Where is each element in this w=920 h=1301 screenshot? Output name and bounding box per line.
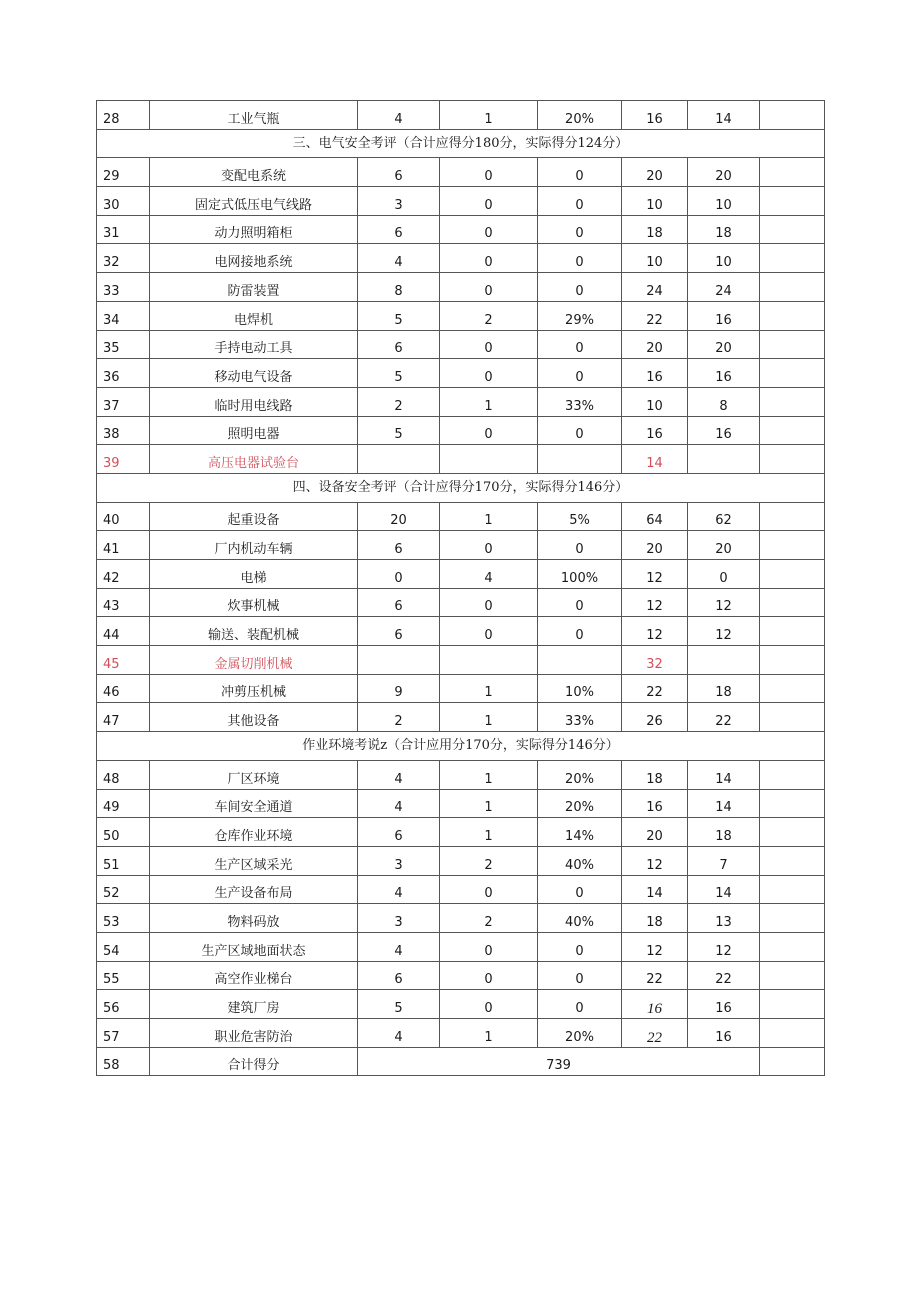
item-name: 移动电气设备: [150, 359, 358, 388]
row-number: 58: [97, 1047, 150, 1076]
value-col-6: [760, 617, 825, 646]
value-col-1: 5: [358, 416, 440, 445]
value-col-4: 16: [622, 990, 688, 1019]
value-col-1: 6: [358, 330, 440, 359]
table-row: [97, 932, 825, 961]
value-col-1: 6: [358, 158, 440, 187]
section-header-row: [97, 732, 825, 761]
table-row: [97, 330, 825, 359]
row-number: 37: [97, 387, 150, 416]
item-name: 生产区域地面状态: [150, 932, 358, 961]
value-col-6: [760, 961, 825, 990]
value-col-4: 20: [622, 158, 688, 187]
table-row: [97, 359, 825, 388]
value-col-3: 0: [538, 187, 622, 216]
value-col-5: 12: [688, 932, 760, 961]
value-col-1: 4: [358, 760, 440, 789]
row-number: 30: [97, 187, 150, 216]
value-col-2: 0: [440, 588, 538, 617]
table-row: [97, 445, 825, 474]
item-name: 临时用电线路: [150, 387, 358, 416]
value-col-1: [358, 646, 440, 675]
value-col-2: 0: [440, 990, 538, 1019]
value-col-2: 4: [440, 560, 538, 589]
table-row: [97, 158, 825, 187]
item-name: 高压电器试验台: [150, 445, 358, 474]
value-col-4: 12: [622, 588, 688, 617]
value-col-6: [760, 244, 825, 273]
value-col-6: [760, 1019, 825, 1048]
value-col-3: 20%: [538, 760, 622, 789]
value-col-1: 20: [358, 502, 440, 531]
value-col-2: 0: [440, 158, 538, 187]
value-col-1: 2: [358, 703, 440, 732]
table-row: [97, 1019, 825, 1048]
value-col-4: 14: [622, 445, 688, 474]
value-col-1: 4: [358, 789, 440, 818]
value-col-5: 16: [688, 301, 760, 330]
value-col-3: 0: [538, 990, 622, 1019]
row-number: 32: [97, 244, 150, 273]
value-col-6: [760, 789, 825, 818]
value-col-5: 18: [688, 674, 760, 703]
item-name: 厂内机动车辆: [150, 531, 358, 560]
item-name: 炊事机械: [150, 588, 358, 617]
value-col-6: [760, 387, 825, 416]
row-number: 28: [97, 101, 150, 130]
value-col-4: 16: [622, 789, 688, 818]
table-row: [97, 273, 825, 302]
value-col-6: [760, 330, 825, 359]
table-row: [97, 244, 825, 273]
row-number: 36: [97, 359, 150, 388]
table-row: [97, 531, 825, 560]
item-name: 变配电系统: [150, 158, 358, 187]
value-col-3: 0: [538, 932, 622, 961]
value-col-5: 12: [688, 588, 760, 617]
item-name: 电网接地系统: [150, 244, 358, 273]
value-col-1: 3: [358, 846, 440, 875]
item-name: 生产设备布局: [150, 875, 358, 904]
value-col-6: [760, 932, 825, 961]
value-col-3: 20%: [538, 789, 622, 818]
item-name: 输送、装配机械: [150, 617, 358, 646]
value-col-3: 33%: [538, 387, 622, 416]
value-col-4: 24: [622, 273, 688, 302]
value-col-2: 1: [440, 674, 538, 703]
value-col-1: 4: [358, 932, 440, 961]
table-row: [97, 588, 825, 617]
value-col-2: 0: [440, 215, 538, 244]
value-col-2: [440, 445, 538, 474]
value-col-4: 12: [622, 932, 688, 961]
value-col-5: [688, 646, 760, 675]
value-col-1: 3: [358, 187, 440, 216]
value-col-4: 26: [622, 703, 688, 732]
table-row: [97, 818, 825, 847]
row-number: 54: [97, 932, 150, 961]
value-col-2: 1: [440, 789, 538, 818]
value-col-2: 1: [440, 101, 538, 130]
value-col-3: [538, 445, 622, 474]
item-name: 物料码放: [150, 904, 358, 933]
table-row: [97, 961, 825, 990]
table-row: [97, 846, 825, 875]
value-col-3: 0: [538, 244, 622, 273]
value-col-2: 0: [440, 244, 538, 273]
row-number: 47: [97, 703, 150, 732]
table-row: [97, 187, 825, 216]
item-name: 车间安全通道: [150, 789, 358, 818]
item-name: 高空作业梯台: [150, 961, 358, 990]
value-col-2: 0: [440, 875, 538, 904]
value-col-4: 16: [622, 359, 688, 388]
value-col-3: 29%: [538, 301, 622, 330]
value-col-5: 18: [688, 215, 760, 244]
value-col-6: [760, 904, 825, 933]
value-col-4: 18: [622, 760, 688, 789]
value-col-3: 5%: [538, 502, 622, 531]
value-col-5: 16: [688, 359, 760, 388]
value-col-4: 14: [622, 875, 688, 904]
value-col-2: [440, 646, 538, 675]
row-number: 43: [97, 588, 150, 617]
value-col-4: 20: [622, 818, 688, 847]
value-col-6: [760, 760, 825, 789]
row-number: 35: [97, 330, 150, 359]
value-col-3: 14%: [538, 818, 622, 847]
row-number: 57: [97, 1019, 150, 1048]
value-col-3: 33%: [538, 703, 622, 732]
value-col-1: 6: [358, 215, 440, 244]
value-col-5: 14: [688, 760, 760, 789]
value-col-1: 6: [358, 617, 440, 646]
value-col-6: [760, 101, 825, 130]
value-col-6: [760, 301, 825, 330]
value-col-3: 0: [538, 359, 622, 388]
value-col-4: 12: [622, 560, 688, 589]
value-col-2: 0: [440, 330, 538, 359]
value-col-2: 2: [440, 301, 538, 330]
value-col-2: 1: [440, 1019, 538, 1048]
row-number: 44: [97, 617, 150, 646]
value-col-1: 9: [358, 674, 440, 703]
item-name: 固定式低压电气线路: [150, 187, 358, 216]
value-col-5: 20: [688, 330, 760, 359]
value-col-1: 6: [358, 961, 440, 990]
value-col-5: 20: [688, 531, 760, 560]
value-col-5: 14: [688, 875, 760, 904]
table-row: [97, 990, 825, 1019]
value-col-6: [760, 215, 825, 244]
item-name: 电焊机: [150, 301, 358, 330]
table-row: [97, 617, 825, 646]
row-number: 34: [97, 301, 150, 330]
value-col-5: 0: [688, 560, 760, 589]
value-col-1: 4: [358, 875, 440, 904]
value-col-5: 16: [688, 990, 760, 1019]
value-col-6: [760, 158, 825, 187]
value-col-4: 18: [622, 904, 688, 933]
row-number: 31: [97, 215, 150, 244]
value-col-3: 20%: [538, 101, 622, 130]
table-row: [97, 789, 825, 818]
value-col-4: 22: [622, 301, 688, 330]
value-col-1: 5: [358, 301, 440, 330]
item-name: 动力照明箱柜: [150, 215, 358, 244]
value-col-5: 24: [688, 273, 760, 302]
value-col-5: 7: [688, 846, 760, 875]
value-col-1: 8: [358, 273, 440, 302]
value-col-5: 16: [688, 416, 760, 445]
value-col-3: 0: [538, 158, 622, 187]
value-col-2: 0: [440, 416, 538, 445]
value-col-6: [760, 445, 825, 474]
value-col-2: 2: [440, 904, 538, 933]
value-col-5: [688, 445, 760, 474]
item-name: 冲剪压机械: [150, 674, 358, 703]
value-col-3: 40%: [538, 846, 622, 875]
row-number: 42: [97, 560, 150, 589]
value-col-2: 1: [440, 703, 538, 732]
value-col-4: 32: [622, 646, 688, 675]
table-row: [97, 760, 825, 789]
table-row: [97, 703, 825, 732]
value-col-6: [760, 990, 825, 1019]
value-col-6: [760, 674, 825, 703]
value-col-1: 6: [358, 588, 440, 617]
value-col-4: 18: [622, 215, 688, 244]
value-col-5: 14: [688, 101, 760, 130]
section-header-row: [97, 129, 825, 158]
row-number: 38: [97, 416, 150, 445]
value-col-3: 10%: [538, 674, 622, 703]
row-number: 52: [97, 875, 150, 904]
table-row: [97, 416, 825, 445]
value-col-1: 3: [358, 904, 440, 933]
total-value: 739: [358, 1047, 760, 1076]
value-col-5: 62: [688, 502, 760, 531]
value-col-2: 0: [440, 273, 538, 302]
value-col-3: 0: [538, 330, 622, 359]
table-row: [97, 674, 825, 703]
table-row: [97, 387, 825, 416]
table-row: [97, 502, 825, 531]
value-col-2: 0: [440, 187, 538, 216]
item-name: 工业气瓶: [150, 101, 358, 130]
value-col-2: 0: [440, 359, 538, 388]
value-col-5: 16: [688, 1019, 760, 1048]
value-col-2: 0: [440, 961, 538, 990]
item-name: 手持电动工具: [150, 330, 358, 359]
value-col-6: [760, 416, 825, 445]
row-number: 55: [97, 961, 150, 990]
value-col-5: 18: [688, 818, 760, 847]
value-col-6: [760, 646, 825, 675]
table-row: [97, 560, 825, 589]
value-col-3: 0: [538, 273, 622, 302]
row-number: 56: [97, 990, 150, 1019]
value-col-1: [358, 445, 440, 474]
value-col-2: 1: [440, 760, 538, 789]
value-col-6: [760, 588, 825, 617]
row-number: 51: [97, 846, 150, 875]
value-col-5: 10: [688, 187, 760, 216]
value-col-5: 14: [688, 789, 760, 818]
total-row: [97, 1047, 825, 1076]
empty-cell: [760, 1047, 825, 1076]
row-number: 39: [97, 445, 150, 474]
item-name: 其他设备: [150, 703, 358, 732]
value-col-5: 22: [688, 703, 760, 732]
item-name: 生产区域采光: [150, 846, 358, 875]
item-name: 电梯: [150, 560, 358, 589]
item-name: 防雷装置: [150, 273, 358, 302]
value-col-3: 0: [538, 531, 622, 560]
value-col-6: [760, 531, 825, 560]
value-col-3: 0: [538, 588, 622, 617]
item-name: 建筑厂房: [150, 990, 358, 1019]
value-col-4: 22: [622, 1019, 688, 1048]
value-col-4: 22: [622, 961, 688, 990]
value-col-2: 0: [440, 531, 538, 560]
row-number: 29: [97, 158, 150, 187]
value-col-6: [760, 273, 825, 302]
value-col-3: 20%: [538, 1019, 622, 1048]
value-col-4: 20: [622, 330, 688, 359]
value-col-3: [538, 646, 622, 675]
value-col-1: 5: [358, 359, 440, 388]
value-col-1: 4: [358, 244, 440, 273]
value-col-4: 10: [622, 387, 688, 416]
value-col-2: 1: [440, 387, 538, 416]
row-number: 48: [97, 760, 150, 789]
item-name: 起重设备: [150, 502, 358, 531]
value-col-1: 0: [358, 560, 440, 589]
value-col-4: 22: [622, 674, 688, 703]
value-col-5: 20: [688, 158, 760, 187]
value-col-4: 20: [622, 531, 688, 560]
row-number: 46: [97, 674, 150, 703]
value-col-3: 0: [538, 215, 622, 244]
value-col-1: 4: [358, 101, 440, 130]
item-name: 仓库作业环境: [150, 818, 358, 847]
section-header-row: [97, 473, 825, 502]
row-number: 53: [97, 904, 150, 933]
value-col-6: [760, 875, 825, 904]
table-row: [97, 215, 825, 244]
value-col-4: 12: [622, 617, 688, 646]
section-title: 作业环境考说z（合计应用分170分，实际得分146分）: [97, 732, 825, 761]
value-col-5: 22: [688, 961, 760, 990]
row-number: 45: [97, 646, 150, 675]
table-row: [97, 646, 825, 675]
value-col-5: 10: [688, 244, 760, 273]
value-col-3: 0: [538, 961, 622, 990]
value-col-6: [760, 502, 825, 531]
value-col-1: 5: [358, 990, 440, 1019]
score-table-body: [97, 101, 825, 1076]
item-name: 照明电器: [150, 416, 358, 445]
value-col-4: 12: [622, 846, 688, 875]
value-col-2: 1: [440, 502, 538, 531]
value-col-6: [760, 846, 825, 875]
value-col-1: 6: [358, 818, 440, 847]
value-col-1: 6: [358, 531, 440, 560]
value-col-4: 16: [622, 101, 688, 130]
table-row: [97, 301, 825, 330]
value-col-3: 100%: [538, 560, 622, 589]
value-col-2: 0: [440, 932, 538, 961]
score-table: [96, 100, 825, 1076]
value-col-3: 0: [538, 617, 622, 646]
row-number: 49: [97, 789, 150, 818]
row-number: 40: [97, 502, 150, 531]
value-col-2: 1: [440, 818, 538, 847]
value-col-6: [760, 703, 825, 732]
value-col-1: 2: [358, 387, 440, 416]
value-col-4: 10: [622, 244, 688, 273]
value-col-3: 0: [538, 416, 622, 445]
row-number: 33: [97, 273, 150, 302]
value-col-4: 16: [622, 416, 688, 445]
section-title: 三、电气安全考评（合计应得分180分，实际得分124分）: [97, 129, 825, 158]
value-col-4: 10: [622, 187, 688, 216]
value-col-6: [760, 187, 825, 216]
value-col-3: 40%: [538, 904, 622, 933]
table-row: [97, 904, 825, 933]
item-name: 职业危害防治: [150, 1019, 358, 1048]
table-row: [97, 101, 825, 130]
table-row: [97, 875, 825, 904]
value-col-2: 2: [440, 846, 538, 875]
value-col-2: 0: [440, 617, 538, 646]
value-col-6: [760, 560, 825, 589]
row-number: 50: [97, 818, 150, 847]
section-title: 四、设备安全考评（合计应得分170分，实际得分146分）: [97, 473, 825, 502]
value-col-5: 8: [688, 387, 760, 416]
total-label: 合计得分: [150, 1047, 358, 1076]
value-col-3: 0: [538, 875, 622, 904]
value-col-4: 64: [622, 502, 688, 531]
value-col-6: [760, 359, 825, 388]
value-col-1: 4: [358, 1019, 440, 1048]
item-name: 厂区环境: [150, 760, 358, 789]
value-col-5: 12: [688, 617, 760, 646]
row-number: 41: [97, 531, 150, 560]
value-col-6: [760, 818, 825, 847]
item-name: 金属切削机械: [150, 646, 358, 675]
value-col-5: 13: [688, 904, 760, 933]
